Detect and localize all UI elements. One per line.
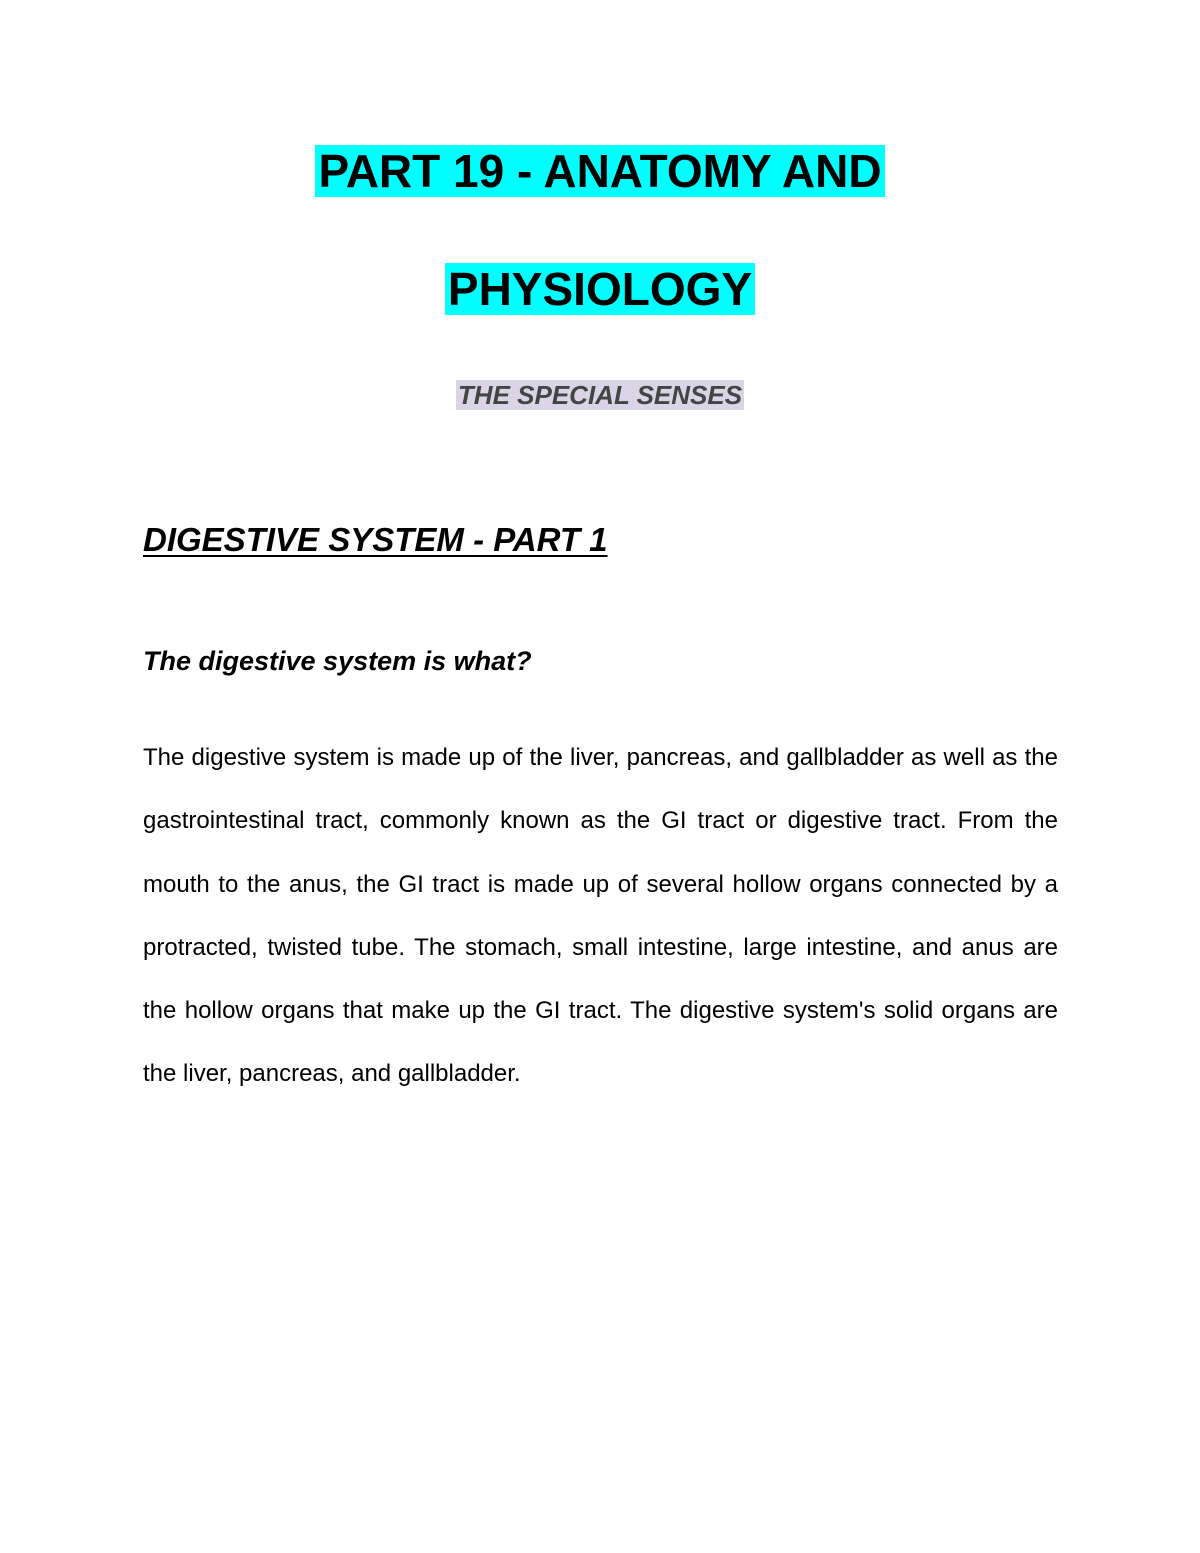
subtitle-text: THE SPECIAL SENSES [457, 380, 743, 410]
subtitle [0, 377, 1200, 413]
body-paragraph: The digestive system is made up of the liver, pancreas, and gallbladder as well as the gastrointestinal tract, commonly known as the GI tract or digestive tract. From the mouth to the anus, the GI tract is made up of several hollow organs connected by a protracted, twisted tube. The stomach, small intestine, large intestine, and anus are the hollow organs that make up the GI tract. The digestive system's solid organs are the liver, pancreas, and gallbladder. [143, 744, 1058, 1088]
question-heading: The digestive system is what? [143, 646, 532, 676]
title-line-2-text: PHYSIOLOGY [445, 263, 755, 315]
section-heading: DIGESTIVE SYSTEM - PART 1 [143, 521, 608, 558]
title-line-2 [0, 259, 1200, 319]
title-line-1-text: PART 19 - ANATOMY AND [315, 145, 884, 197]
title-line-1 [0, 141, 1200, 201]
